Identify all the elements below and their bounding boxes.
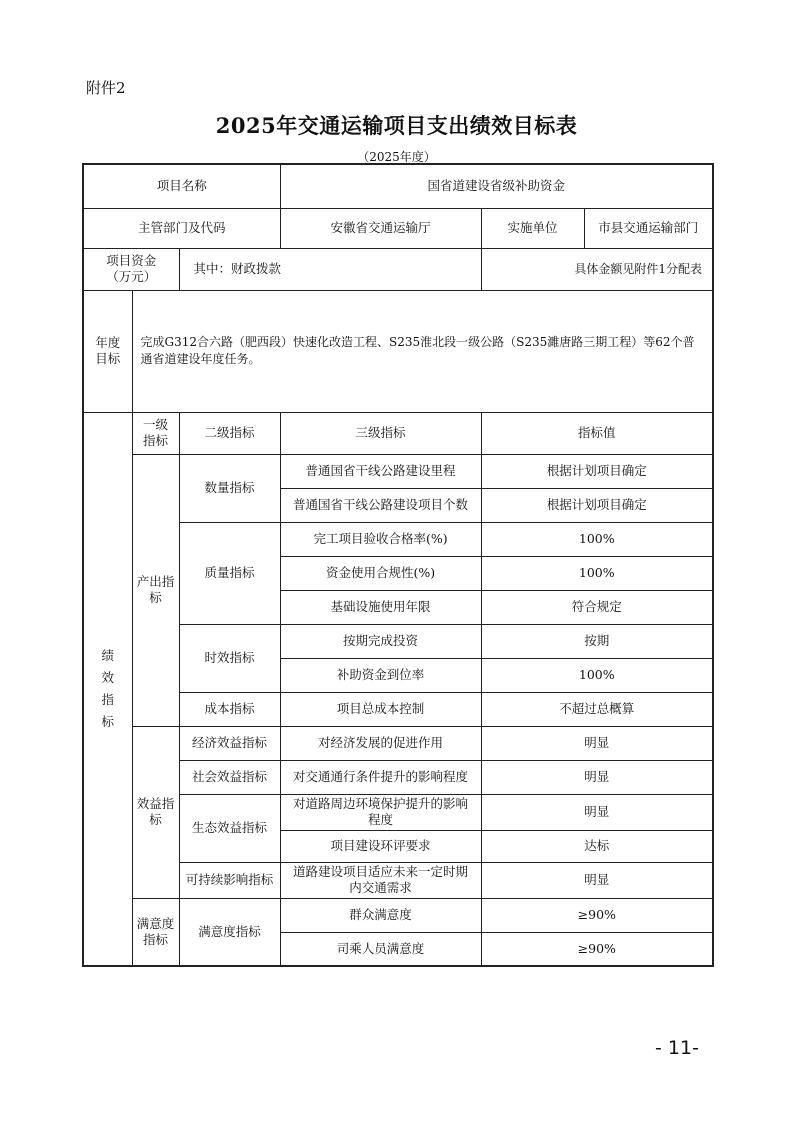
indicator-value: 达标 [481, 830, 713, 862]
output-label-line1: 产出指 [136, 574, 175, 589]
indicator-name: 司乘人员满意度 [280, 932, 481, 966]
indicator-name: 补助资金到位率 [280, 658, 481, 692]
indicator-name: 项目建设环评要求 [280, 830, 481, 862]
indicator-name [280, 794, 481, 830]
indicator-name: 按期完成投资 [280, 624, 481, 658]
indicator-name: 普通国省干线公路建设里程 [280, 454, 481, 488]
indicator-value: 100% [481, 658, 713, 692]
indicator-name: 群众满意度 [280, 898, 481, 932]
indicator-name: 资金使用合规性(%) [280, 556, 481, 590]
row-fund [83, 248, 713, 290]
indicator-name: 对交通通行条件提升的影响程度 [280, 760, 481, 794]
indicator-name-line1: 道路建设项目适应未来一定时期 [293, 864, 469, 879]
indicator-name [280, 862, 481, 898]
indicator-value: 100% [481, 556, 713, 590]
row-project-name [83, 164, 713, 208]
output-indicator-label [132, 454, 179, 726]
fund-label [83, 248, 179, 290]
indicator-value: 按期 [481, 624, 713, 658]
satis-label-line1: 满意度 [136, 915, 175, 931]
header-level2: 二级指标 [179, 412, 280, 454]
indicator-value: 明显 [481, 726, 713, 760]
indicator-value: ≥90% [481, 932, 713, 966]
performance-indicator-section [83, 412, 132, 966]
cost-indicator-label: 成本指标 [179, 692, 280, 726]
row-annual-goal [83, 290, 713, 412]
indicator-name: 基础设施使用年限 [280, 590, 481, 624]
indicator-value: ≥90% [481, 898, 713, 932]
table-row [83, 454, 713, 488]
indicator-value: 100% [481, 522, 713, 556]
indicator-value: 明显 [481, 862, 713, 898]
attachment-label: 附件2 [86, 79, 126, 97]
fund-value: 具体金额见附件1分配表 [481, 248, 713, 290]
indicator-value: 不超过总概算 [481, 692, 713, 726]
header-value: 指标值 [481, 412, 713, 454]
goal-text: 完成G312合六路（肥西段）快速化改造工程、S235淮北段一级公路（S235濉唐路三期工程）等62个普通省道建设年度任务。 [132, 290, 713, 412]
indicator-name: 项目总成本控制 [280, 692, 481, 726]
goal-label [83, 290, 132, 412]
indicator-name-line2: 程度 [368, 812, 394, 827]
row-department [83, 208, 713, 248]
sustain-indicator-label: 可持续影响指标 [179, 862, 280, 898]
section-char-1: 绩 [101, 647, 114, 663]
year-note: （2025年度） [357, 150, 436, 164]
section-char-3: 指 [101, 691, 114, 707]
indicator-value: 明显 [481, 760, 713, 794]
performance-target-table [82, 163, 714, 967]
indicator-name-line2: 内交通需求 [349, 880, 412, 895]
department-value: 安徽省交通运输厅 [280, 208, 481, 248]
document-title: 2025年交通运输项目支出绩效目标表 [215, 113, 578, 138]
economic-indicator-label: 经济效益指标 [179, 726, 280, 760]
satisfaction-indicator-label: 满意度指标 [179, 898, 280, 966]
goal-label-line2: 目标 [95, 351, 121, 366]
social-indicator-label: 社会效益指标 [179, 760, 280, 794]
quality-indicator-label: 质量指标 [179, 522, 280, 624]
eco-indicator-label: 生态效益指标 [179, 794, 280, 862]
quantity-indicator-label: 数量指标 [179, 454, 280, 522]
section-char-4: 标 [101, 713, 114, 729]
page-number: - 11- [655, 1037, 699, 1059]
fund-label-line1: 项目资金 [106, 253, 157, 268]
header-level1-line1: 一级 [142, 417, 168, 432]
timeliness-indicator-label: 时效指标 [179, 624, 280, 692]
table-row [83, 726, 713, 760]
output-label-line2: 标 [149, 590, 162, 605]
goal-label-line1: 年度 [95, 335, 121, 350]
header-level3: 三级指标 [280, 412, 481, 454]
implementer-label: 实施单位 [481, 208, 584, 248]
fund-label-line2: （万元） [106, 269, 157, 284]
satis-label-line2: 指标 [142, 931, 168, 947]
benefit-indicator-label [132, 726, 179, 898]
indicator-name-line1: 对道路周边环境保护提升的影响 [293, 796, 469, 811]
project-name-value: 国省道建设省级补助资金 [280, 164, 713, 208]
section-char-2: 效 [101, 669, 114, 685]
indicator-value: 根据计划项目确定 [481, 454, 713, 488]
indicator-value: 根据计划项目确定 [481, 488, 713, 522]
header-level1-line2: 指标 [142, 433, 168, 448]
satisfaction-level1-label [132, 898, 179, 966]
project-name-label: 项目名称 [83, 164, 280, 208]
indicator-name: 普通国省干线公路建设项目个数 [280, 488, 481, 522]
row-indicator-header [83, 412, 713, 454]
benefit-label-line1: 效益指 [136, 796, 175, 811]
indicator-value: 明显 [481, 794, 713, 830]
implementer-value: 市县交通运输部门 [584, 208, 713, 248]
indicator-name: 完工项目验收合格率(%) [280, 522, 481, 556]
table-row [83, 898, 713, 932]
fund-sub-label: 其中：财政拨款 [179, 248, 481, 290]
department-label: 主管部门及代码 [83, 208, 280, 248]
indicator-name: 对经济发展的促进作用 [280, 726, 481, 760]
benefit-label-line2: 标 [149, 812, 162, 827]
header-level1 [132, 412, 179, 454]
indicator-value: 符合规定 [481, 590, 713, 624]
